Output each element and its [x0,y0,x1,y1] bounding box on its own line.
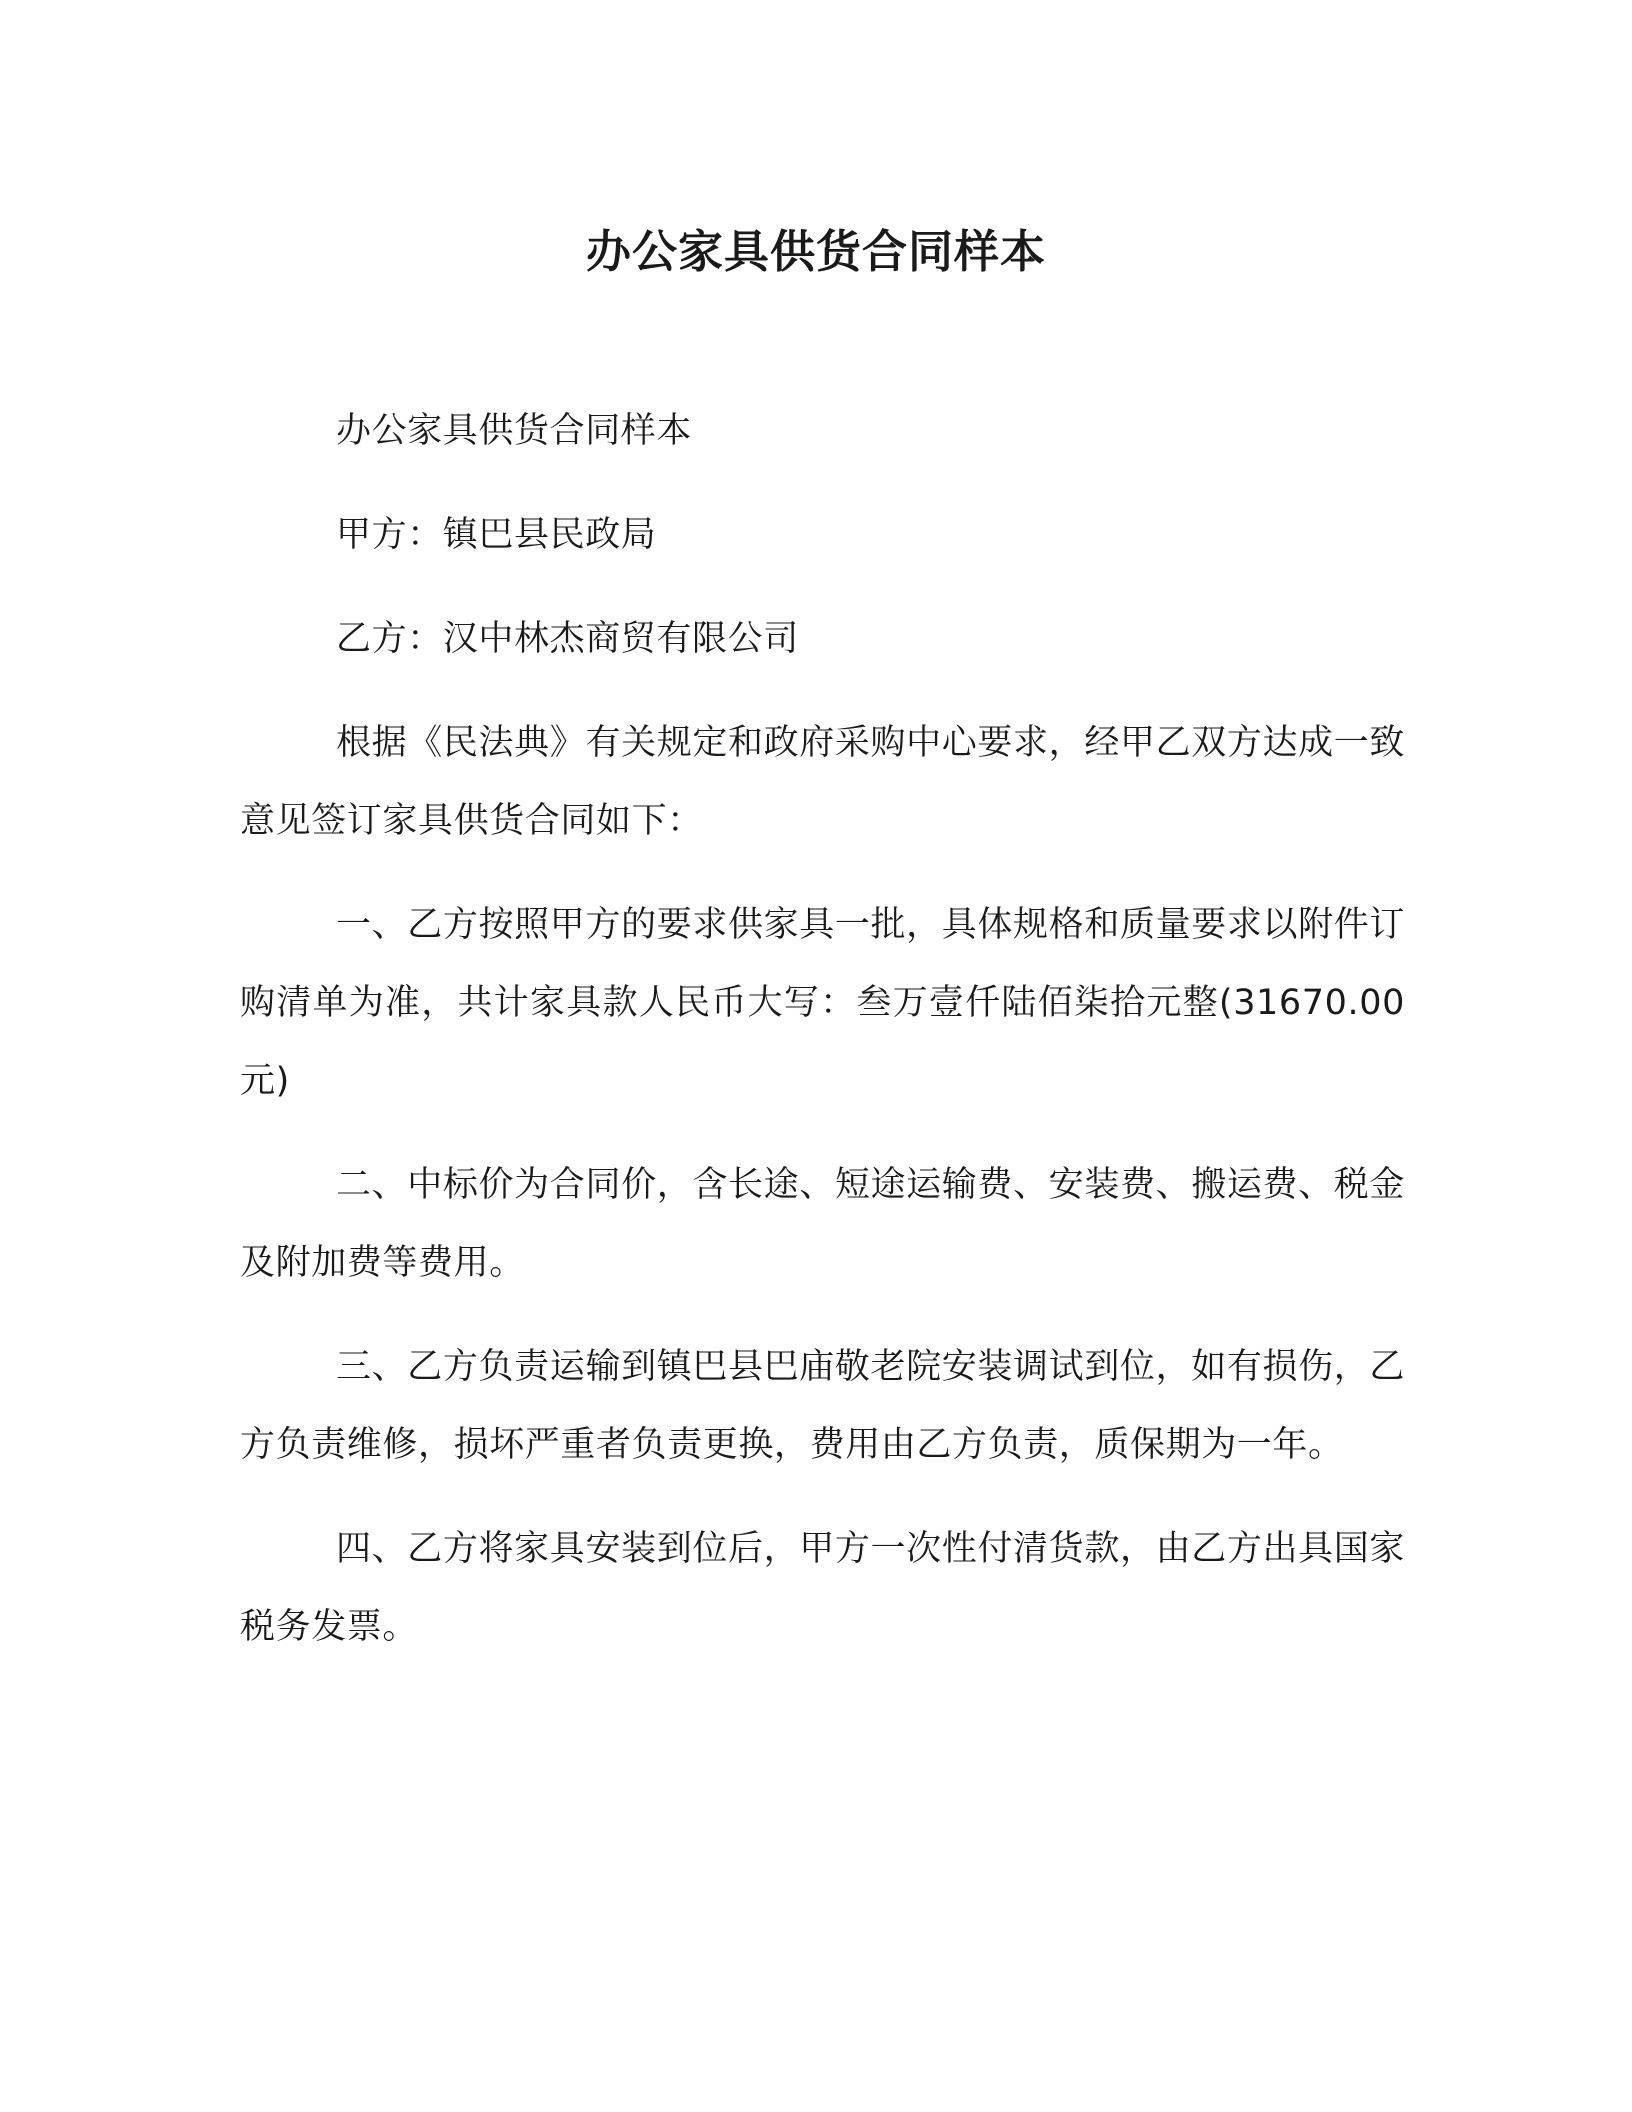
clause-3: 三、乙方负责运输到镇巴县巴庙敬老院安装调试到位，如有损伤，乙方负责维修，损坏严重者负责更换，费用由乙方负责，质保期为一年。 [240,1347,1405,1465]
party-b-line: 乙方：汉中林杰商贸有限公司 [336,619,799,659]
document-title: 办公家具供货合同样本 [585,225,1046,278]
clause-1: 一、乙方按照甲方的要求供家具一批，具体规格和质量要求以附件订购清单为准，共计家具款人民币大写：叁万壹仟陆佰柒拾元整(31670.00 元) [240,905,1405,1101]
clause-2: 二、中标价为合同价，含长途、短途运输费、安装费、搬运费、税金及附加费等费用。 [240,1165,1405,1283]
clause-4: 四、乙方将家具安装到位后，甲方一次性付清货款，由乙方出具国家税务发票。 [240,1529,1405,1647]
party-a-line: 甲方：镇巴县民政局 [336,515,657,555]
preamble-paragraph: 根据《民法典》有关规定和政府采购中心要求，经甲乙双方达成一致意见签订家具供货合同如下： [240,723,1405,841]
document-body [240,392,1405,1692]
contract-heading-line: 办公家具供货合同样本 [336,411,693,451]
